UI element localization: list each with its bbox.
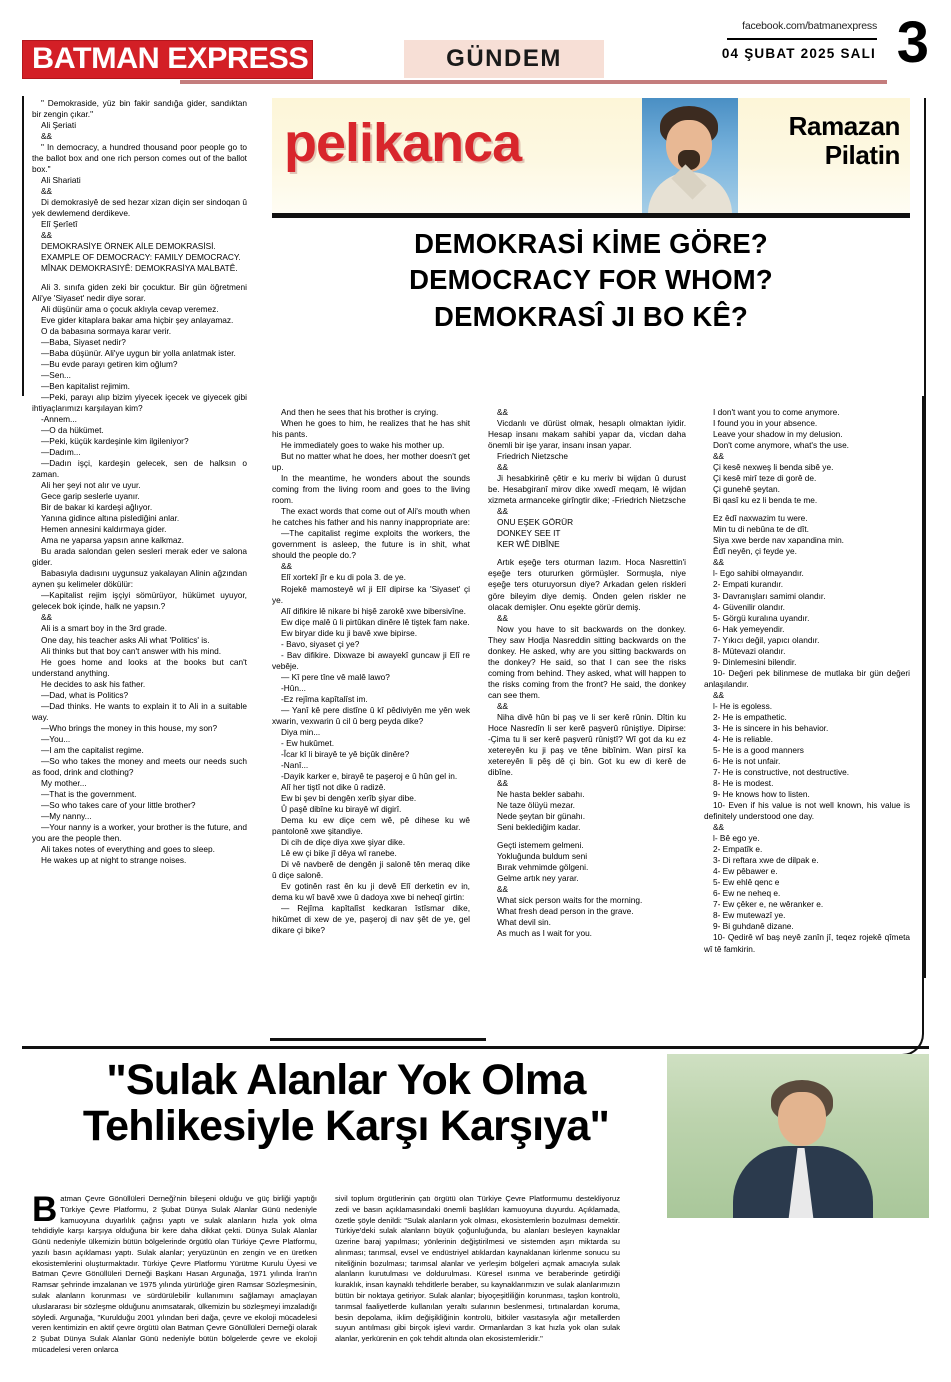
- paragraph: What devil sin.: [497, 917, 551, 928]
- paragraph: Çi gunehê şeytan.: [713, 484, 780, 495]
- paragraph: Leave your shadow in my delusion.: [713, 429, 843, 440]
- paragraph: Gece garip seslerle uyanır.: [41, 491, 140, 502]
- paragraph: Lê ew çi bike jî dêya wî ranebe.: [281, 848, 397, 859]
- paragraph: Ez êdî naxwazim tu were.: [713, 513, 808, 524]
- paragraph: Friedrich Nietzsche: [497, 451, 569, 462]
- paragraph: Hemen annesini kaldırmaya gider.: [41, 524, 167, 535]
- facebook-url: facebook.com/batmanexpress: [742, 20, 877, 32]
- paragraph: —My nanny...: [41, 811, 92, 821]
- author-portrait: [642, 98, 738, 218]
- paragraph: Êdî neyên, çi feyde ye.: [713, 546, 797, 557]
- header-rule: [727, 38, 877, 40]
- paragraph: Ew diçe malê û li pirtûkan dinêre lê tiştek fam nake.: [281, 616, 470, 627]
- paragraph: 8- Mütevazi olandır.: [713, 645, 786, 656]
- paragraph: —Kapitalist rejim işçiyi sömürüyor, hükümet uyuyor, gelecek bok içinde, halk ne yapsın.?: [32, 590, 247, 612]
- paragraph: " Demokraside, yüz bin fakir sandığa gider, sandıktan bir zengin çıkar.": [32, 98, 247, 120]
- paragraph: &&: [41, 230, 53, 241]
- bottom-article-headline: [36, 1058, 656, 1149]
- paragraph: - Ew hukûmet.: [281, 737, 335, 748]
- paragraph: Don't come anymore, what's the use.: [713, 440, 849, 451]
- paragraph: -Dayik karker e, birayê te paşeroj e û hûn gel in.: [281, 771, 458, 782]
- paragraph: &&: [497, 506, 509, 517]
- masthead-divider: [180, 80, 887, 84]
- paragraph: MÎNAK DEMOKRASIYÊ: DEMOKRASİYA MALBATÊ.: [41, 263, 238, 274]
- paragraph: &&: [41, 612, 53, 623]
- paragraph: &&: [713, 451, 725, 462]
- paragraph: — Yanî kê pere distîne û kî pêdiviyên me yên wek xwarin, vexwarin û cil û berg peyda dike?: [272, 704, 470, 726]
- paragraph: —You...: [41, 733, 71, 744]
- paragraph: Ali thinks but that boy can't answer with his mind.: [41, 645, 222, 656]
- paragraph: Diya min...: [281, 726, 321, 737]
- paragraph: —Peki, parayı alıp bizim yiyecek içecek ve giyecek gibi ihtiyaçlarımızı karşılayan kim?: [32, 391, 247, 413]
- page-number: 3: [896, 10, 929, 75]
- paragraph: Ev gotinên rast ên ku ji devê Elî derketin ev in, dema ku wî bavê xwe û dadoya xwe bi neheqî girtin:: [272, 881, 470, 903]
- paragraph: Ama ne yaparsa yapsın anne kalkmaz.: [41, 535, 184, 546]
- paragraph: &&: [713, 689, 725, 700]
- bottom-body-left: atman Çevre Gönüllüleri Derneği'nin bileşeni olduğu ve güç birliği yaptığı Türkiye Çevre Platformu, 2 Şubat Dünya Sulak Alanlar Günü nedeniyle kamuoyuna duyarlılık çağrısı yaptı ve sulak alanların hızla yok olma tehdidiyle karşı karşıya olduğuna bir kere daha dikkat çekti. Dünya Sulak Alanlar Günü nedeniyle ülkemizin bütün bölgelerinde örgütlü olan Türkiye Çevre Platformu, yazılı basın açıklaması yaptı. Sulak alanlar; yeryüzünün en zengin ve en üretken ekosistemlerini oluşturmaktadır. Türkiye Çevre Platformu Yürütme Kurulu Üyesi ve Batman Çevre Gönüllüleri Derneği Başkanı Hasan Argunağa, 1971 yılında İran'ın Ramsar şehrinde imzalanan ve 1975 yılında yürürlüğe giren Ramsar Sözleşmesinin, sulak alanların korunması ve sürdürülebilir kullanımını sağlamayı amaçlayan uluslararası bir sözleşme olduğunu anımsatarak, ülkemizin bu sözleşmeyi imzaladığı söyledi. Argunağa, "Kurulduğu 2001 yılından beri dağa, çevre ve ekoloji mücadelesi veren kentimizin en aktif çevre örgütü olan Batman Çevre Gönüllüleri Derneği olarak 2 Şubat Dünya Sulak Alanlar Günü nedeniyle bütün bölgelerde çevre ve ekoloji mücadelesi veren onlarca: [32, 1194, 317, 1354]
- bottom-paragraph-left: [32, 1190, 317, 1356]
- paragraph: —Who brings the money in this house, my son?: [41, 722, 218, 733]
- column-rule-left: [22, 96, 24, 396]
- paragraph: &&: [281, 561, 293, 572]
- paragraph: 9- Dinlemesini bilendir.: [713, 656, 797, 667]
- text-column-1: [32, 98, 247, 866]
- paragraph: DONKEY SEE IT: [497, 528, 561, 539]
- paragraph: Ne taze ölüyü mezar.: [497, 800, 575, 811]
- author-last-name: Pilatin: [824, 140, 900, 171]
- paragraph: He goes home and looks at the books but can't understand anything.: [32, 656, 247, 678]
- paragraph: &&: [41, 186, 53, 197]
- paragraph: I found you in your absence.: [713, 418, 818, 429]
- paragraph-spacer: [488, 550, 686, 557]
- paragraph: Elî xortekî jîr e ku di pola 3. de ye.: [281, 572, 406, 583]
- paragraph: Ali düşünür ama o çocuk aklıyla cevap veremez.: [41, 303, 219, 314]
- paragraph: He immediately goes to wake his mother up.: [281, 440, 445, 451]
- paragraph: 2- He is empathetic.: [713, 711, 787, 722]
- paragraph: Û paşê dibîne ku birayê wî digirî.: [281, 804, 402, 815]
- paragraph: -Annem...: [41, 413, 77, 424]
- paragraph: EXAMPLE OF DEMOCRACY: FAMILY DEMOCRACY.: [41, 252, 241, 263]
- paragraph: —Dad thinks. He wants to explain it to Ali in a suitable way.: [32, 700, 247, 722]
- paragraph: — Kî pere tîne vê malê lawo?: [281, 671, 390, 682]
- paragraph: l- Bê ego ye.: [713, 833, 760, 844]
- paragraph: As much as I wait for you.: [497, 928, 592, 939]
- headline-kurdish: DEMOKRASÎ JI BO KÊ?: [434, 300, 748, 332]
- paragraph: Now you have to sit backwards on the donkey. They saw Hodja Nasreddin sitting backwards on the donkey. He asked, why are you sitting backwards on the donkey? He said, so that I can see the risks coming from behind. They asked, what will happen to the risks coming from the front? He said, the donkey can see them.: [488, 623, 686, 700]
- paragraph: &&: [41, 131, 53, 142]
- newspaper-logo-text: BATMAN EXPRESS: [32, 42, 309, 75]
- paragraph: When he goes to him, he realizes that he has shit his pants.: [272, 418, 470, 440]
- paragraph: Gelme artık ney yarar.: [497, 873, 579, 884]
- paragraph: Seni beklediğim kadar.: [497, 822, 581, 833]
- paragraph: —Dadım...: [41, 446, 81, 457]
- bottom-text-column-2: [335, 1194, 620, 1345]
- paragraph: Ew bi şev bi dengên xerîb şiyar dibe.: [281, 793, 417, 804]
- paragraph: Ne hasta bekler sabahı.: [497, 789, 585, 800]
- paragraph: —Sen...: [41, 369, 71, 380]
- paragraph: Çi kesê nexweş li benda sibê ye.: [713, 462, 834, 473]
- paragraph: 2- Empati kurandır.: [713, 579, 784, 590]
- paragraph: &&: [497, 778, 509, 789]
- paragraph: Bi qasî ku ez li benda te me.: [713, 495, 818, 506]
- paragraph: 4- He is reliable.: [713, 733, 773, 744]
- paragraph: —Bu evde parayı getiren kim oğlum?: [41, 358, 178, 369]
- paragraph: KER WÊ DIBÎNE: [497, 539, 560, 550]
- paragraph: 10- Değeri pek bilinmese de mutlaka bir gün değeri anlaşılandır.: [704, 667, 910, 689]
- paragraph: ONU EŞEK GÖRÜR: [497, 517, 574, 528]
- text-column-2: [272, 407, 470, 937]
- paragraph: —O da hükümet.: [41, 424, 104, 435]
- paragraph: 7- Yıkıcı değil, yapıcı olandır.: [713, 634, 820, 645]
- paragraph: He decides to ask his father.: [41, 678, 146, 689]
- paragraph: 2- Empatîk e.: [713, 844, 763, 855]
- paragraph: Ali is a smart boy in the 3rd grade.: [41, 623, 167, 634]
- masthead: [22, 10, 929, 90]
- paragraph: Dema ku ew diçe cem wê, pê dihese ku wê pantolonê xwe şitandiye.: [272, 815, 470, 837]
- bottom-article-body: [32, 1190, 622, 1364]
- section-badge-label: GÜNDEM: [446, 45, 562, 72]
- paragraph: 5- He is a good manners: [713, 744, 804, 755]
- newspaper-page: [0, 10, 951, 1382]
- paragraph: Ali her şeyi not alır ve uyur.: [41, 480, 141, 491]
- paragraph: Bırak vehmimde gölgeni.: [497, 862, 589, 873]
- paragraph-spacer: [488, 833, 686, 840]
- paragraph: &&: [497, 612, 509, 623]
- paragraph: 8- Ew mutewazî ye.: [713, 910, 786, 921]
- paragraph: " In democracy, a hundred thousand poor people go to the ballot box and one rich person comes out of the ballot box.": [32, 142, 247, 175]
- paragraph: &&: [497, 407, 509, 417]
- paragraph: 6- He is not unfair.: [713, 755, 781, 766]
- paragraph: 3- He is sincere in his behavior.: [713, 722, 829, 733]
- paragraph: —The capitalist regime exploits the workers, the government is asleep, the future is in shit, what should the people do.?: [272, 528, 470, 561]
- paragraph: I don't want you to come anymore.: [713, 407, 840, 417]
- bottom-body-right: sivil toplum örgütlerinin çatı örgütü olan Türkiye Çevre Platformumu destekliyoruz zedi ve basın açıklamasındaki önemli başlıkları kamuoyuna duyurdu. Açıklamada, özetle şöyle denildi: "Sulak alanların yok olması, ekosistemlerin bozulması demektir. Türkiye'deki sulak alanların büyük çoğunluğunda, bu alanları besleyen kaynaklar üzerine baraj yapılması; yönlerinin değiştirilmesi ve sistemden aşırı miktarda su alınması; tarımsal, evsel ve endüstriyel atıklardan kaynaklanan kirlenme sonucu su niteliğinin bozulması; tarımsal alanlar ve yerleşim bölgeleri açmak amacıyla sulak alanların kurutulması ve doldurulması. Küresel ısınma ve beraberinde getirdiği kuraklık, insan kaynaklı tehditlerle beraber, su kaynaklarımızın ve sulak alanlarımızın bütün bir noktaya getiriyor. Sulak alanlar; biyoçeşitliliğin korunması, taşkın kontrolü, tarımsal faaliyetlerde kullanılan yeraltı sularının beslenmesi, tırtınalardan koruma, besin depolama, iklim değişikliğinin kontrolü, bitkiler vasıtasıyla ağır metallerden suyun arıtılması gibi birçok işlevi vardır. Ormanlardan 3 kat hızla yok olan sulak alanlar, yerkürenin en çok tehdit altında olan ekosistemleridir.": [335, 1194, 620, 1344]
- paragraph: Eve gider kitaplara bakar ama hiçbir şey anlayamaz.: [41, 314, 234, 325]
- paragraph: 3- Di reftara xwe de dilpak e.: [713, 855, 819, 866]
- paragraph: Artık eşeğe ters oturman lazım. Hoca Nasrettin'i eşeğe ters otururken görmüşler. Sormuşla, niye eşeğe ters oturuyorsun diye? Arkadan gelen riskleri göre bileyim diye demiş. Önden gelen riskler ne olacak demişler. Onu eşekte görür demiş.: [488, 557, 686, 612]
- paragraph: 4- Ew pêbawer e.: [713, 866, 778, 877]
- paragraph: 6- Ew ne neheq e.: [713, 888, 781, 899]
- column2-bottom-rule: [270, 1038, 486, 1041]
- paragraph: 3- Davranışları samimi olandır.: [713, 590, 826, 601]
- paragraph: -Hûn...: [281, 682, 306, 693]
- bottom-article: [22, 1054, 929, 1366]
- paragraph: 10- Qedirê wî baş neyê zanîn jî, teqez rojekê qîmeta wî tê famkirin.: [704, 932, 910, 954]
- paragraph: 4- Güvenilir olandır.: [713, 601, 785, 612]
- paragraph: Ew biryar dide ku ji bavê xwe bipirse.: [281, 627, 418, 638]
- paragraph: What sick person waits for the morning.: [497, 895, 643, 906]
- paragraph: 6- Hak yemeyendir.: [713, 623, 785, 634]
- text-column-4: [704, 407, 910, 955]
- paragraph: -Îcar kî li birayê te yê biçûk dinêre?: [281, 748, 410, 759]
- paragraph: Ji hesabkirinê çêtir e ku meriv bi wijdan û durust be. Hesabgiranî mirov dike xwedî meqam, lê wijdan xizmeta armanceke girîngtir dike; -Friedrich Nietzsche: [488, 473, 686, 506]
- paragraph: —That is the government.: [41, 788, 137, 799]
- paragraph: 5- Ew ehlê qenc e: [713, 877, 780, 888]
- paragraph: 8- He is modest.: [713, 778, 774, 789]
- paragraph: Ali takes notes of everything and goes to sleep.: [41, 844, 215, 855]
- bottom-text-column-1: [32, 1190, 317, 1356]
- paragraph: And then he sees that his brother is crying.: [281, 407, 439, 417]
- paragraph: &&: [497, 700, 509, 711]
- paragraph: — Rejîma kapîtalîst kedkaran îstîsmar dike, hikûmet di xew de ye, paşeroj di nav şêt de ye, gel dikare çi bike?: [272, 903, 470, 936]
- bottom-paragraph-right: [335, 1194, 620, 1345]
- paragraph: Nede şeytan bir günahı.: [497, 811, 586, 822]
- author-byline: [750, 112, 900, 170]
- paragraph: —Dad, what is Politics?: [41, 689, 129, 700]
- paragraph: —Dadın işçi, kardeşin gelecek, sen de halksın o zaman.: [32, 458, 247, 480]
- paragraph: —Ben kapitalist rejimim.: [41, 380, 130, 391]
- paragraph: Bir de bakar ki kardeşi ağlıyor.: [41, 502, 153, 513]
- paragraph: Elî Şerîetî: [41, 219, 78, 230]
- paragraph: 5- Görgü kuralına uyandır.: [713, 612, 810, 623]
- paragraph: &&: [713, 557, 725, 568]
- paragraph: - Bavo, siyaset çi ye?: [281, 638, 360, 649]
- paragraph: Ali Shariati: [41, 175, 81, 186]
- bottom-headline-line-2: Tehlikesiyle Karşı Karşıya": [82, 1101, 610, 1150]
- publication-date: 04 ŞUBAT 2025 SALI: [721, 46, 876, 61]
- paragraph: -Ez rejîma kapîtalîst im.: [281, 693, 368, 704]
- paragraph: 10- Even if his value is not well known, his value is definitely understood one day.: [704, 800, 910, 822]
- paragraph: 9- He knows how to listen.: [713, 789, 810, 800]
- paragraph: &&: [497, 884, 509, 895]
- bottom-headline-line-1: "Sulak Alanlar Yok Olma: [106, 1056, 586, 1104]
- author-first-name: Ramazan: [788, 111, 900, 141]
- paragraph-spacer: [32, 275, 247, 282]
- section-badge: [404, 40, 604, 78]
- paragraph: Siya xwe berde nav xapandina min.: [713, 535, 844, 546]
- paragraph: He wakes up at night to strange noises.: [41, 855, 187, 866]
- main-content: [22, 96, 929, 1056]
- headline-english: DEMOCRACY FOR WHOM?: [409, 264, 773, 296]
- photo-subject-face: [778, 1092, 826, 1146]
- paragraph: l- He is egoless.: [713, 700, 773, 711]
- paragraph: l- Ego sahibi olmayandır.: [713, 568, 804, 579]
- paragraph: —I am the capitalist regime.: [41, 744, 144, 755]
- paragraph: Rojekê mamosteyê wî ji Elî dipirse ka 'Siyaset' çi ye.: [272, 583, 470, 605]
- paragraph: —Your nanny is a worker, your brother is the future, and you are the people then.: [32, 822, 247, 844]
- paragraph: Ali Şeriati: [41, 120, 77, 131]
- paragraph: Geçti istemem gelmeni.: [497, 840, 584, 851]
- column-rule-right: [924, 98, 926, 978]
- paragraph: Di demokrasiyê de sed hezar xizan diçin ser sindoqan û yek dewlemend derdikeve.: [32, 197, 247, 219]
- paragraph: But no matter what he does, her mother doesn't get up.: [272, 451, 470, 473]
- paragraph: - Bav difikire. Dixwaze bi awayekî guncaw ji Elî re vebêje.: [272, 649, 470, 671]
- paragraph: —So who takes care of your little brother?: [41, 799, 196, 810]
- paragraph: —So who takes the money and meets our needs such as food, drink and clothing?: [32, 755, 247, 777]
- paragraph: What fresh dead person in the grave.: [497, 906, 634, 917]
- paragraph: —Baba düşünür. Ali'ye uygun bir yolla anlatmak ister.: [41, 347, 236, 358]
- paragraph: Çi kesê mirî teze di gorê de.: [713, 473, 817, 484]
- paragraph: Di vê navberê de dengên ji salonê tên meraq dike û diçe salonê.: [272, 859, 470, 881]
- paragraph: 7- He is constructive, not destructive.: [713, 767, 850, 777]
- newspaper-logo: [22, 40, 313, 79]
- paragraph: &&: [497, 462, 509, 473]
- text-column-3: [488, 407, 686, 939]
- column-brand-title: pelikanca: [284, 113, 522, 173]
- paragraph: My mother...: [41, 777, 87, 788]
- paragraph: O da babasına sormaya karar verir.: [41, 325, 172, 336]
- paragraph: 7- Ew çêker e, ne wêranker e.: [713, 899, 824, 910]
- paragraph: One day, his teacher asks Ali what 'Politics' is.: [41, 634, 210, 645]
- bottom-article-divider: [22, 1046, 929, 1049]
- paragraph: The exact words that come out of Ali's mouth when he catches his father and his nanny inappropriate are:: [272, 506, 470, 528]
- paragraph: Di cih de diçe diya xwe şiyar dike.: [281, 837, 406, 848]
- headline-turkish: DEMOKRASİ KİME GÖRE?: [414, 228, 768, 259]
- paragraph: In the meantime, he wonders about the sounds coming from the living room and goes to the living room.: [272, 473, 470, 506]
- opinion-column-banner: [272, 98, 910, 218]
- article-headline: [272, 226, 910, 335]
- paragraph: Yokluğunda buldum seni: [497, 851, 588, 862]
- paragraph: Bu arada salondan gelen sesleri merak eder ve salona gider.: [32, 546, 247, 568]
- paragraph: -Nanî...: [281, 760, 309, 770]
- paragraph: —Baba, Siyaset nedir?: [41, 336, 126, 347]
- paragraph: Alî her tiştî not dike û radizê.: [281, 782, 386, 793]
- paragraph: Vicdanlı ve dürüst olmak, hesaplı olmaktan iyidir. Hesap insanı makam sahibi yapar da, vicdan daha önemli bir işe yarar, insanı insan yapar.: [488, 418, 686, 451]
- paragraph: Ali 3. sınıfa giden zeki bir çocuktur. Bir gün öğretmeni Ali'ye 'Siyaset' nedir diye sorar.: [32, 281, 247, 303]
- paragraph: Alî difikire lê nikare bi hişê zarokê xwe bibersivîne.: [281, 605, 466, 616]
- paragraph: 9- Bi guhdanê dizane.: [713, 921, 794, 932]
- paragraph: Niha divê hûn bi paş ve li ser kerê rûnin. Dîtin ku Hoce Nasredîn li ser kerê paşverû rûniştiye. Dipirse: -Çima tu li ser kerê paşverû rûniştî? Wî got da ku ez xetereyên ku ji paş ve têne bibînim. Wan pirsî ka xetereyên li pêş dê çi bin. Got ku ew di kerê de dibîne.: [488, 711, 686, 777]
- paragraph: —Peki, küçük kardeşinle kim ilgileniyor?: [41, 435, 189, 446]
- bottom-article-photo: [667, 1054, 929, 1218]
- paragraph: Yanına gidince altına pislediğini anlar.: [41, 513, 180, 524]
- paragraph: DEMOKRASİYE ÖRNEK AİLE DEMOKRASİSİ.: [41, 241, 216, 252]
- paragraph: &&: [713, 822, 725, 833]
- paragraph-spacer: [704, 506, 910, 513]
- paragraph: Min tu di nebûna te de dît.: [713, 524, 809, 535]
- paragraph: Babasıyla dadısını uygunsuz yakalayan Alinin ağzından aynen şu kelimeler dökülür:: [32, 568, 247, 590]
- drop-cap: B: [32, 1190, 58, 1229]
